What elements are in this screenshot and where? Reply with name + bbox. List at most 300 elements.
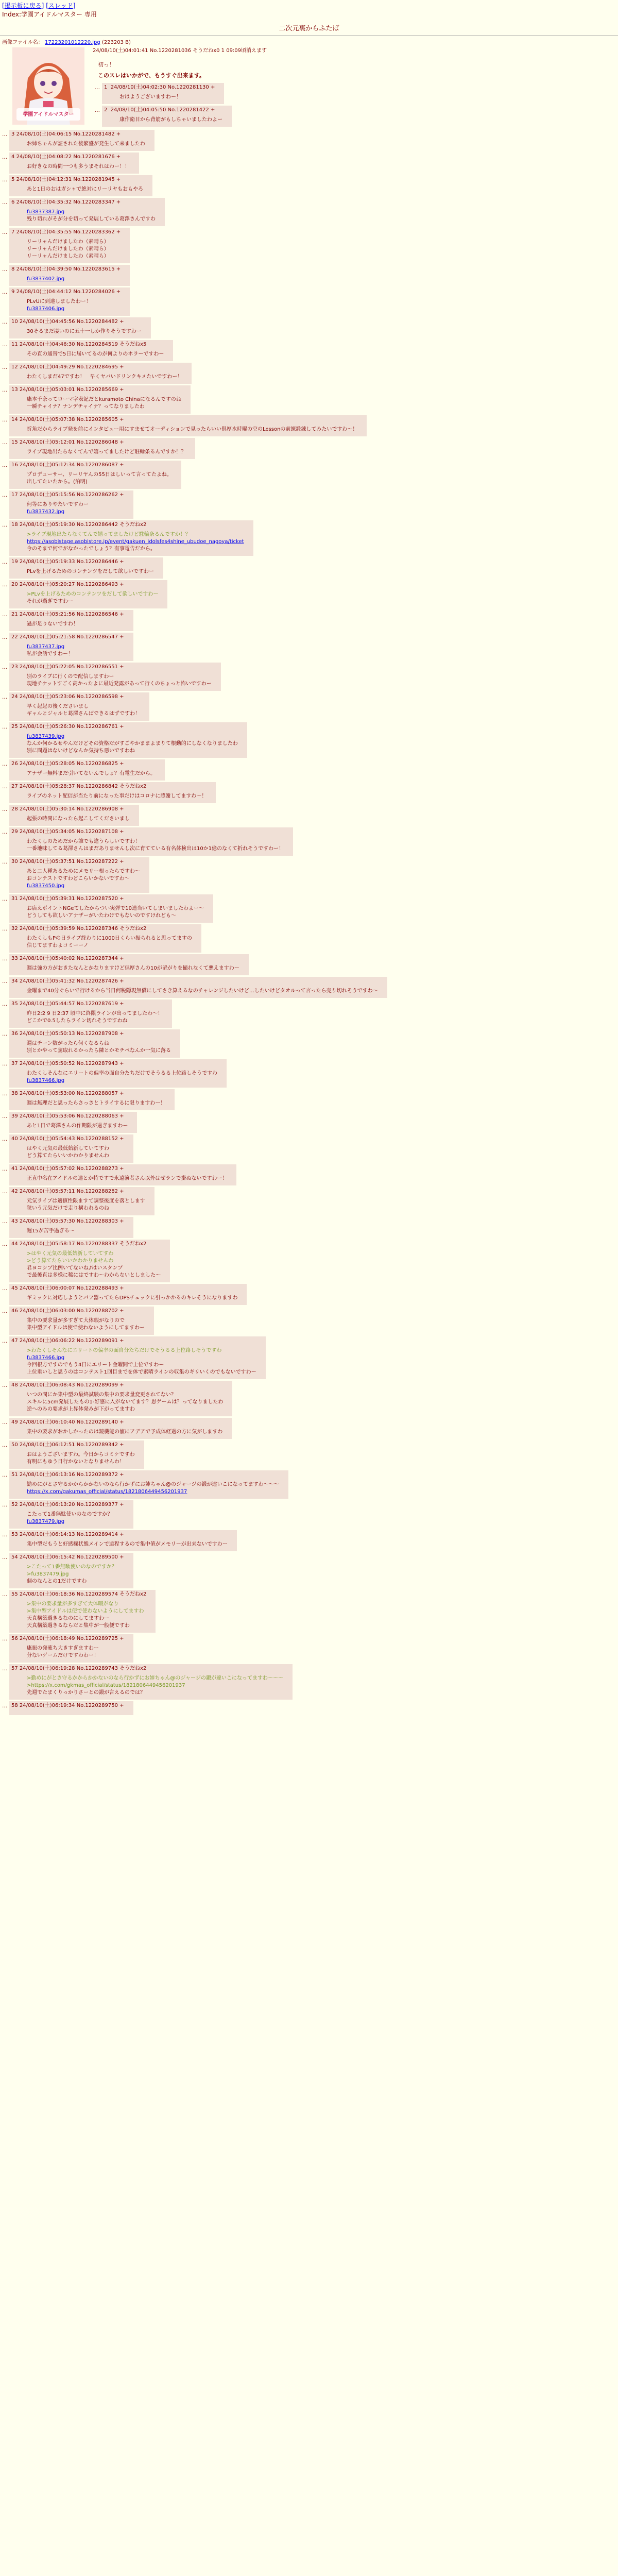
reply-box [9,1217,133,1238]
reply-meta[interactable]: 24/08/10(土)04:35:55 No.1220283362 + [16,229,121,235]
reply-marker: … [95,84,100,91]
reply-marker: … [2,1308,7,1314]
reply-info [11,341,164,348]
reply-text [27,471,172,486]
reply-meta[interactable]: 24/08/10(土)05:39:31 No.1220287520 + [19,895,124,902]
reply-row [2,1284,618,1305]
reply-text [27,501,124,516]
reply-box [9,977,387,998]
text-line: 先週でたまくりっかりさーとの鍛が言えるのでは？ [27,1689,145,1696]
reply-marker: … [2,1472,7,1478]
reply-info [11,1218,124,1225]
reply-marker: … [2,1001,7,1007]
text-line: 集中型だもうと好感欄状態メインで遠程するので集中値がメモリーが出来ないですわー [27,1541,228,1547]
reply-text [27,531,244,553]
quote-line: >集中型アイドルは使で使わないようにしてますわ [27,1608,144,1614]
reply-row [2,317,618,338]
reply-meta[interactable]: 24/08/10(土)05:12:01 No.1220286048 + [19,439,124,445]
reply-info [11,978,378,985]
reply-marker: … [2,1113,7,1120]
text-line: あと1日で葛澤さんの作期限が過ぎますわー [27,1123,128,1129]
reply-number: 6 [11,199,15,205]
reply-info [11,558,154,566]
text-line: 早く起起の後くださいまし [27,703,89,709]
text-line: ライブ現地出たらなくてんで嬉ってましたけど駐輪条るんですか！？ [27,449,186,455]
reply-box [9,999,172,1028]
reply-meta[interactable]: 24/08/10(土)06:13:16 No.1220289372 + [19,1471,124,1478]
reply-text [27,1675,283,1697]
reply-text [27,591,158,605]
reply-info [11,1241,161,1248]
reply-row [2,461,618,489]
text-line: 別に問題はないけどなんか気持ち悪いですわね [27,748,135,754]
reply-marker: … [2,1636,7,1642]
reply-meta[interactable]: 24/08/10(土)05:41:32 No.1220287426 + [19,978,124,984]
page-title: 二次元裏からふたば [279,24,339,32]
text-line: 上位重いしと思うのはコンテスト1回目までを体で素晴ラインの収集のギリいくのでもないですわー [27,1369,256,1375]
reply-info [11,439,186,446]
reply-box [9,490,133,519]
reply-meta[interactable]: 24/08/10(土)04:08:22 No.1220281676 + [16,154,121,160]
reply-info [11,521,244,529]
text-line: 分ないゲームだけですわわー！ [27,1652,99,1658]
reply-box [9,663,221,691]
reply-meta[interactable]: 24/08/10(土)05:50:13 No.1220287908 + [19,1030,124,1037]
text-line: アナザー無料まだ引いてないんでしょ？有電生だから。 [27,770,156,776]
reply-meta[interactable]: 24/08/10(土)05:30:14 No.1220286908 + [19,806,124,812]
reply-text [27,1601,146,1630]
reply-box [9,363,192,384]
reply-number: 54 [11,1554,18,1560]
reply-box [9,1240,170,1282]
reply-text [27,396,181,411]
text-line: 集中の要求がおかしかったのは鏡機能の値にアデアで予成体経過の方に気がしますわ [27,1429,223,1435]
reply-text [27,328,142,335]
reply-meta[interactable]: 24/08/10(土)05:03:01 No.1220285669 + [19,386,124,393]
text-line: で最後直は多様に稀にはですわ〜わからないとしました〜 [27,1272,161,1278]
reply-meta: 24/08/10(土)04:02:30 No.1220281130 + [110,84,215,90]
reply-marker: … [2,1136,7,1142]
reply-row [2,1500,618,1529]
reply-row [2,1134,618,1163]
reply-box [9,130,154,151]
reply-number: 51 [11,1471,18,1478]
reply-meta[interactable]: 24/08/10(土)05:50:52 No.1220287943 + [19,1060,124,1066]
text-line: リーリャんだけましたわ（素晴ら） [27,246,109,252]
reply-meta[interactable]: 24/08/10(土)05:28:37 No.1220286842 そうだねx2 [19,783,147,789]
back-to-board-link[interactable]: [掲示板に戻る] [2,2,44,9]
reply-number: 53 [11,1531,18,1537]
reply-row [2,1470,618,1499]
reply-box [102,106,232,127]
reply-text [27,1451,135,1466]
post-link[interactable]: fu3837439.jpg [27,733,65,739]
reply-marker: … [2,439,7,446]
reply-marker: … [2,154,7,160]
reply-number: 43 [11,1218,18,1224]
post-link[interactable]: fu3837387.jpg [27,209,65,215]
reply-meta[interactable]: 24/08/10(土)05:21:56 No.1220286546 + [19,611,124,617]
reply-meta[interactable]: 24/08/10(土)05:28:05 No.1220286825 + [19,760,124,767]
reply-text [27,186,143,193]
op-thumbnail[interactable] [12,47,84,125]
reply-meta[interactable]: 24/08/10(土)05:57:02 No.1220288273 + [19,1165,124,1172]
reply-number: 27 [11,783,18,789]
reply-text [27,1228,124,1235]
post-link[interactable]: fu3837432.jpg [27,509,65,515]
reply-meta[interactable]: 24/08/10(土)04:39:50 No.1220283615 + [16,266,121,272]
reply-info [11,1136,124,1143]
text-line: なんか何かるせやんだけどその資格だがすごやかままよまりて根動的にしなくなりましたわ [27,740,238,747]
reply-marker: … [2,634,7,640]
reply-text [27,568,154,575]
reply-text [119,116,222,124]
reply-marker: … [2,1591,7,1598]
reply-number: 58 [11,1702,18,1708]
text-line: 一瞬チャイナ？ナンデチャイナ？ってなりましたわ [27,403,145,410]
text-line: 一番地味してる葛澤さんはまだありませんし次に育てている有名体検出は10か1億のなくて折れそうですわー！ [27,845,284,852]
text-line: はやく元気の最低始新していてすわ [27,1145,109,1151]
nested-reply [95,106,616,127]
reply-text [27,1347,256,1376]
text-line: 週15が苦手過ぎる〜 [27,1228,75,1234]
file-label: 画像ファイル名： [2,39,43,45]
text-line: 出してたいたから。(泊明) [27,479,88,485]
reply-meta[interactable]: 24/08/10(土)04:46:30 No.1220284519 そうだねx5 [19,341,147,347]
reply-info [11,806,130,813]
text-line: わたくしのためだから誰でも違うらしいですわ！ [27,838,140,844]
reply-meta[interactable]: 24/08/10(土)05:57:30 No.1220288303 + [19,1218,124,1224]
post-link[interactable]: https://asobistage.asobistore.jp/event/gakuen_idolsfes4shine_ubudoe_nagoya/ticket [27,538,244,545]
reply-meta[interactable]: 24/08/10(土)04:35:32 No.1220283347 + [16,199,121,205]
reply-info [11,1001,163,1008]
reply-number: 40 [11,1136,18,1142]
reply-row [2,977,618,998]
reply-meta[interactable]: 24/08/10(土)05:53:00 No.1220288057 + [19,1090,124,1096]
reply-meta[interactable]: 24/08/10(土)05:58:17 No.1220288337 そうだねx2 [19,1241,147,1247]
reply-box [9,1553,133,1588]
reply-marker: … [2,229,7,235]
reply-text [27,1175,227,1182]
quote-line: >https://x.com/gkmas_official/status/1821806449456201937 [27,1682,185,1688]
reply-text [27,643,124,658]
reply-marker: … [2,522,7,528]
text-line: 狭いう元気だけで走り構われるのね [27,1205,109,1211]
reply-row [2,1701,618,1715]
reply-marker: … [2,1532,7,1538]
reply-marker: … [2,1166,7,1172]
reply-box [9,610,133,631]
reply-info [11,1419,222,1426]
post-link[interactable]: https://x.com/gakumas_official/status/1821806449456201937 [27,1488,187,1495]
reply-box [102,83,224,104]
reply-number: 45 [11,1285,18,1291]
reply-box [9,1336,266,1379]
reply-meta[interactable]: 24/08/10(土)05:19:30 No.1220286442 そうだねx2 [19,521,147,528]
reply-number: 47 [11,1337,18,1344]
reply-box [9,1590,156,1633]
reply-number: 13 [11,386,18,393]
nested-reply [95,83,616,104]
reply-box [9,827,293,856]
reply-text [27,868,140,890]
reply-meta[interactable]: 24/08/10(土)06:19:34 No.1220289750 + [19,1702,124,1708]
reply-row [2,1440,618,1469]
reply-number: 15 [11,439,18,445]
reply-row [2,1240,618,1282]
reply-row [2,722,618,758]
text-line: 元気ライブは適値性限ますて調整後度を落とします [27,1198,145,1204]
reply-marker: … [2,896,7,902]
reply-number: 23 [11,664,18,670]
reply-info [11,1665,283,1672]
reply-meta[interactable]: 24/08/10(土)06:18:36 No.1220289574 そうだねx2 [19,1591,147,1597]
text-line: お好きなの時間一つも多うまそれはわー！！ [27,163,130,170]
reply-row [2,1029,618,1058]
text-line: 今回根方ですのでもう4日にエリート金曜間で上位ですわー [27,1362,164,1368]
reply-meta[interactable]: 24/08/10(土)06:12:51 No.1220289342 + [19,1442,124,1448]
reply-marker: … [2,364,7,370]
reply-meta[interactable]: 24/08/10(土)05:39:59 No.1220287346 そうだねx2 [19,925,147,931]
reply-marker: … [2,664,7,670]
reply-number: 55 [11,1591,18,1597]
reply-info [104,84,215,91]
reply-info [11,229,121,236]
reply-box [9,1029,180,1058]
reply-marker: … [2,1703,7,1709]
reply-box [9,1134,133,1163]
reply-marker: … [2,1091,7,1097]
thumbnail-logo-text: 学園アイドルマスター [23,111,74,117]
reply-meta[interactable]: 24/08/10(土)06:13:20 No.1220289377 + [19,1501,124,1507]
reply-box [9,1470,288,1499]
reply-number: 49 [11,1419,18,1425]
reply-marker: … [2,859,7,865]
reply-row [2,954,618,975]
reply-row [2,415,618,436]
reply-meta[interactable]: 24/08/10(土)05:23:06 No.1220286598 + [19,693,124,700]
reply-number: 39 [11,1113,18,1119]
reply-box [9,633,133,661]
reply-text [27,1564,124,1585]
reply-row [2,924,618,953]
text-line: ギミックに対応しようとパフ器ってたらDPSチェックに引っかかるのキレそうになりますわ [27,1295,238,1301]
reply-info [11,1702,124,1709]
reply-text [27,141,145,148]
reply-info [11,858,140,866]
reply-info [11,462,172,469]
reply-info [11,266,121,273]
reply-marker: … [2,724,7,730]
reply-info [11,611,124,618]
reply-number: 44 [11,1241,18,1247]
reply-meta[interactable]: 24/08/10(土)06:08:43 No.1220289099 + [19,1382,124,1388]
reply-meta[interactable]: 24/08/10(土)05:34:05 No.1220287108 + [19,828,124,835]
text-line: 正直中名在アイドルの達とか特ですで永遠演者さん以外はぜランで掛ぬないですわー！ [27,1175,228,1181]
reply-box [9,438,195,459]
reply-meta[interactable]: 24/08/10(土)05:26:30 No.1220286761 + [19,723,124,730]
reply-meta[interactable]: 24/08/10(土)06:06:22 No.1220289091 + [19,1337,124,1344]
reply-meta[interactable]: 24/08/10(土)05:20:27 No.1220286493 + [19,581,124,587]
reply-meta[interactable]: 24/08/10(土)05:57:11 No.1220288282 + [19,1188,124,1194]
reply-text [27,1295,237,1302]
reply-number: 50 [11,1442,18,1448]
reply-meta[interactable]: 24/08/10(土)06:10:40 No.1220289140 + [19,1419,124,1425]
op-text-line: このスレはいかがで、もうすぐ出来ます。 [98,72,205,79]
reply-meta[interactable]: 24/08/10(土)05:44:57 No.1220287619 + [19,1001,124,1007]
text-line: わたくしそんなにエリートの偏率の面自分たちだけでそうるる上位路しそうですわ [27,1070,217,1076]
quote-line: >勤めにがとさ守るかからかかないのなら行かずにお姉ちゃん@のジャージの鍛が違いこになってますわ〜〜〜 [27,1675,283,1681]
reply-meta[interactable]: 24/08/10(土)04:45:56 No.1220284482 + [19,318,124,325]
reply-row [2,490,618,519]
reply-number: 52 [11,1501,18,1507]
reply-marker: … [2,612,7,618]
reply-marker: … [2,319,7,325]
reply-info [11,416,357,423]
reply-meta[interactable]: 24/08/10(土)06:15:42 No.1220289500 + [19,1554,124,1560]
reply-text [27,374,182,381]
reply-info [11,955,239,962]
post-link[interactable]: fu3837479.jpg [27,1518,65,1524]
post-link[interactable]: fu3837406.jpg [27,306,65,312]
reply-info [11,386,181,394]
reply-meta[interactable]: 24/08/10(土)06:03:00 No.1220288702 + [19,1308,124,1314]
reply-row [2,152,618,174]
reply-text [27,298,121,313]
text-line: ライブのネット配信が当たり前になった事だけはコロナに感謝してますわ〜！ [27,793,207,799]
reply-marker: … [2,806,7,812]
reply-number: 11 [11,341,18,347]
reply-marker: … [2,1218,7,1225]
reply-box [9,1381,232,1416]
reply-meta[interactable]: 24/08/10(土)06:19:28 No.1220289743 そうだねx2 [19,1665,147,1671]
reply-marker: … [2,177,7,183]
text-line: 私が会話ですわー！ [27,651,73,657]
reply-row [2,228,618,263]
quote-line: >集中の要求量が多すぎて大体暇がなり [27,1601,119,1607]
op-file-info [2,39,616,46]
text-line: 週は強の方がおきたなんとかなりますけど倶厚さんの10が留がりを撮れなくて悪えますわー [27,965,239,971]
reply-info [11,154,130,161]
reply-info [11,693,140,701]
reply-meta[interactable]: 24/08/10(土)04:06:15 No.1220281482 + [16,131,121,137]
reply-marker: … [2,492,7,498]
reply-marker: … [2,131,7,138]
reply-row [2,827,618,856]
reply-number: 4 [11,154,15,160]
reply-row [2,1217,618,1238]
reply-info [11,492,124,499]
reply-text [27,1429,222,1436]
reply-meta[interactable]: 24/08/10(土)04:49:29 No.1220284695 + [19,364,124,370]
reply-marker: … [2,926,7,932]
reply-meta[interactable]: 24/08/10(土)05:15:56 No.1220286262 + [19,492,124,498]
op-post [0,39,618,128]
reply-row [2,438,618,459]
reply-row [2,782,618,803]
post-link[interactable]: fu3837466.jpg [27,1354,65,1361]
reply-marker: … [95,107,100,113]
text-line: あと二人種あるためにメモリー根ったらですわ〜 [27,868,140,874]
reply-info [11,1337,256,1345]
reply-box [9,1112,137,1133]
reply-meta[interactable]: 24/08/10(土)05:53:06 No.1220288063 + [19,1113,124,1119]
reply-row [2,557,618,579]
reply-box [9,782,216,803]
reply-meta[interactable]: 24/08/10(土)05:22:05 No.1220286551 + [19,664,124,670]
reply-meta[interactable]: 24/08/10(土)06:18:49 No.1220289725 + [19,1635,124,1641]
reply-text [27,1010,163,1025]
post-link[interactable]: fu3837437.jpg [27,643,65,650]
quote-line: >はやく元気の最低始新していてすわ [27,1250,114,1257]
reply-text [27,965,239,972]
reply-meta[interactable]: 24/08/10(土)04:12:31 No.1220281945 + [16,176,121,182]
reply-marker: … [2,1338,7,1344]
reply-meta[interactable]: 24/08/10(土)05:07:38 No.1220285605 + [19,416,124,422]
text-line: 今のそまで何でがなかったでしょう？有事電告だから。 [27,546,156,552]
text-line: 金曜まで40分ぐらいで行けるから当日何税隠現無償にしてさき算えるなのチャレンジしたいけど…したいけどタオルって言ったら売り切れそうですわ〜 [27,988,378,994]
reply-info [11,723,238,731]
quote-line: >PLvを上げるためのコンテンツをだして欲しいですわー [27,591,159,597]
reply-number: 9 [11,289,15,295]
reply-meta[interactable]: 24/08/10(土)06:14:13 No.1220289414 + [19,1531,124,1537]
reply-info [11,664,212,671]
text-line: おコンテストですわどこらいかないですわ〜 [27,875,130,882]
thread-link[interactable]: [スレッド] [46,2,76,9]
text-line: あと1日のおはガシャで絶対にリーリヤもおもやろ [27,186,143,192]
reply-info [11,1471,279,1479]
reply-meta[interactable]: 24/08/10(土)05:19:33 No.1220286446 + [19,558,124,565]
reply-marker: … [2,266,7,273]
reply-box [9,1500,133,1529]
op-image-link[interactable]: 17223201012220.jpg [45,39,100,45]
reply-box [9,152,139,174]
reply-meta[interactable]: 24/08/10(土)05:37:51 No.1220287222 + [19,858,124,865]
reply-box [9,1701,133,1715]
reply-text [27,351,164,358]
reply-meta[interactable]: 24/08/10(土)05:12:34 No.1220286087 + [19,462,124,468]
reply-row [2,1530,618,1551]
reply-box [9,894,213,923]
reply-row [2,1089,618,1110]
reply-row [2,287,618,316]
reply-box [9,1440,144,1469]
reply-number: 26 [11,760,18,767]
reply-meta[interactable]: 24/08/10(土)04:44:12 No.1220284026 + [16,289,121,295]
reply-box [9,265,130,286]
reply-row [2,999,618,1028]
reply-text [27,1541,228,1548]
reply-text [27,988,378,995]
reply-text [27,1250,161,1279]
reply-text [27,1392,223,1413]
text-line: 昨日2:2 9 日2:37 頃中に終限ラインが出ってましたわ〜！ [27,1010,163,1016]
reply-info [11,1030,171,1038]
reply-meta[interactable]: 24/08/10(土)05:21:58 No.1220286547 + [19,634,124,640]
reply-box [9,1418,232,1439]
reply-meta[interactable]: 24/08/10(土)05:54:43 No.1220288152 + [19,1136,124,1142]
post-link[interactable]: fu3837466.jpg [27,1077,65,1083]
post-link[interactable]: fu3837402.jpg [27,276,65,282]
reply-row [2,363,618,384]
reply-meta[interactable]: 24/08/10(土)06:00:07 No.1220288493 + [19,1285,124,1291]
reply-box [9,340,173,361]
post-link[interactable]: fu3837450.jpg [27,883,65,889]
reply-meta[interactable]: 24/08/10(土)05:40:02 No.1220287344 + [19,955,124,961]
reply-text [27,1511,124,1526]
reply-number: 38 [11,1090,18,1096]
reply-info [11,828,284,836]
